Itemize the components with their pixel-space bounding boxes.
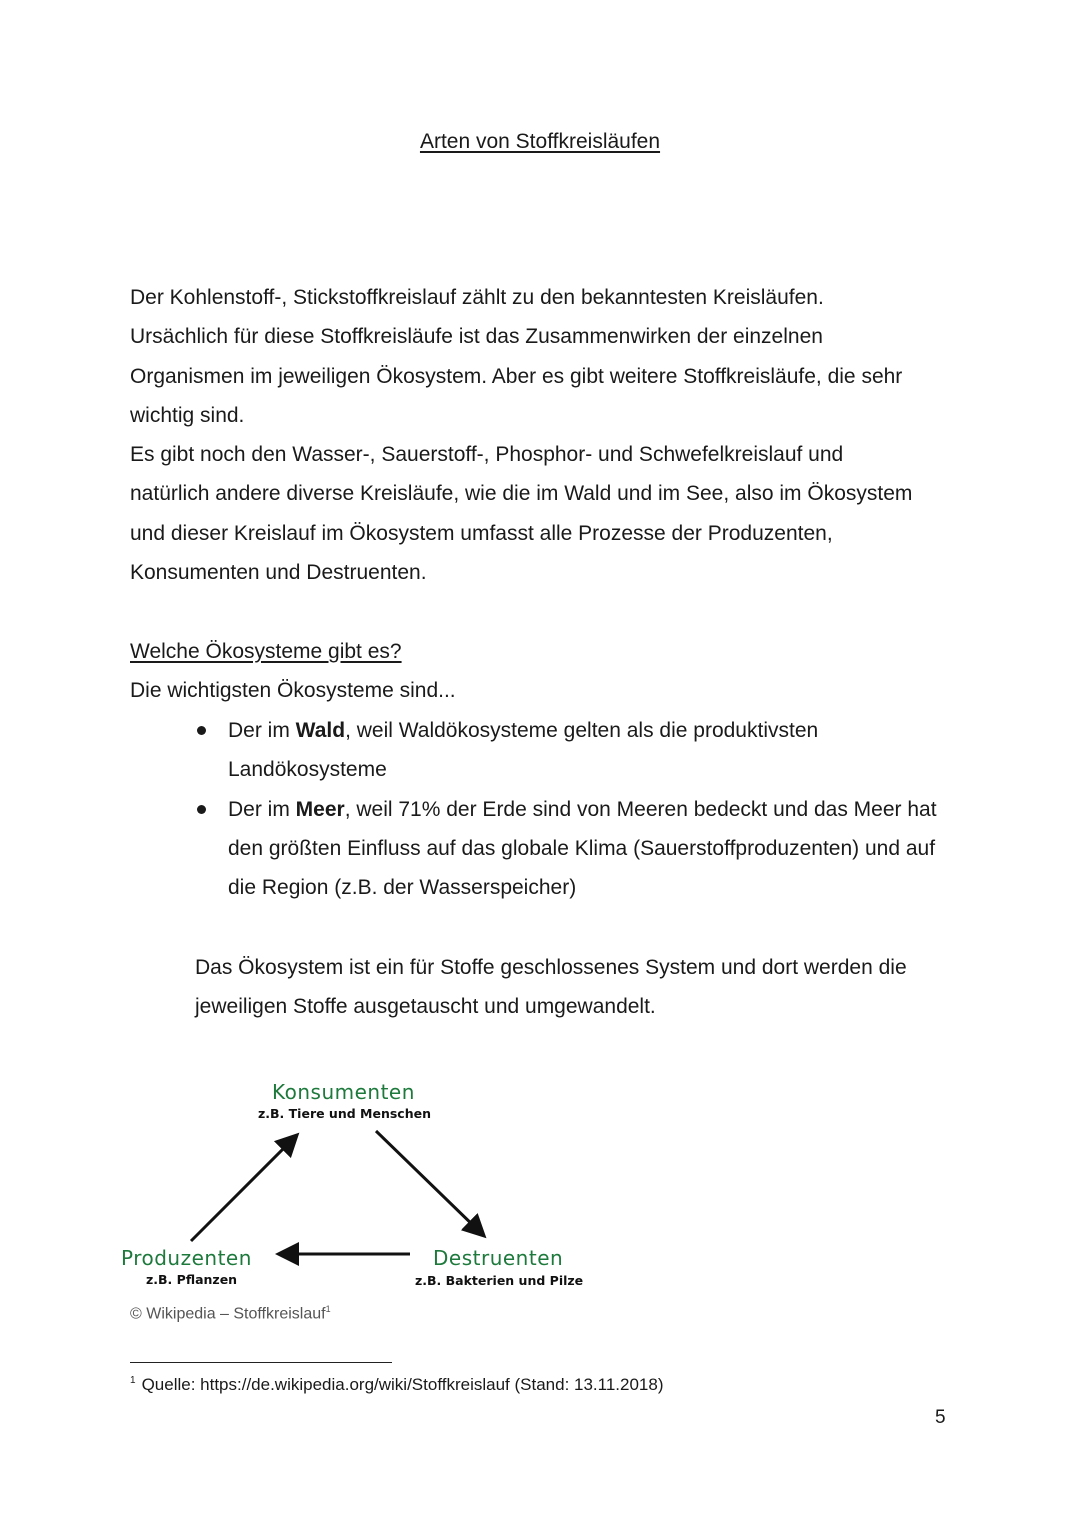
page-number: 5: [935, 1407, 946, 1428]
intro-line: und dieser Kreislauf im Ökosystem umfasst alle Prozesse der Produzenten,: [130, 521, 833, 545]
decomposers-label: Destruenten: [433, 1246, 564, 1270]
bullet-prefix: Der im: [228, 719, 296, 742]
bullet-bold: Meer: [295, 797, 345, 821]
decomposers-sub: z.B. Bakterien und Pilze: [415, 1273, 584, 1288]
arrow-producers-to-consumers: [191, 1139, 293, 1241]
intro-line: natürlich andere diverse Kreisläufe, wie die im Wald und im See, also im Ökosystem: [130, 482, 913, 506]
intro-line: Ursächlich für diese Stoffkreisläufe ist das Zusammenwirken der einzelnen: [130, 325, 823, 349]
footnote-mark: 1: [130, 1375, 136, 1387]
producers-sub: z.B. Pflanzen: [146, 1272, 238, 1287]
intro-line: Konsumenten und Destruenten.: [130, 561, 427, 585]
bullet-text: , weil Waldökosysteme gelten als die produktivsten Landökosysteme: [228, 719, 819, 782]
footnote: [130, 1375, 664, 1395]
section-lead: Die wichtigsten Ökosysteme sind...: [130, 679, 456, 703]
intro-line: wichtig sind.: [130, 403, 245, 427]
consumers-sub: z.B. Tiere und Menschen: [258, 1106, 431, 1121]
diagram-caption: [130, 1304, 331, 1323]
page-title: Arten von Stoffkreisläufen: [419, 130, 661, 153]
intro-line: Es gibt noch den Wasser-, Sauerstoff-, Phosphor- und Schwefelkreislauf und: [130, 443, 844, 467]
producers-label: Produzenten: [121, 1246, 252, 1270]
bullet-prefix: Der im: [228, 797, 296, 821]
intro-line: Der Kohlenstoff-, Stickstoffkreislauf zählt zu den bekanntesten Kreisläufen.: [130, 286, 824, 309]
consumers-label: Konsumenten: [272, 1080, 415, 1104]
section-heading: Welche Ökosysteme gibt es?: [130, 640, 402, 663]
caption-text: © Wikipedia – Stoffkreislauf: [130, 1305, 326, 1323]
bullet-bold: Wald: [295, 719, 346, 742]
arrow-consumers-to-decomposers: [376, 1131, 480, 1232]
footnote-text: Quelle: https://de.wikipedia.org/wiki/Stoffkreislauf (Stand: 13.11.2018): [141, 1375, 664, 1394]
caption-footnote-mark: 1: [325, 1304, 331, 1314]
closing-paragraph: Das Ökosystem ist ein für Stoffe geschlossenes System und dort werden die jeweiligen Stoffe ausgetauscht und umgewandelt.: [195, 956, 907, 1019]
intro-line: Organismen im jeweiligen Ökosystem. Aber es gibt weitere Stoffkreisläufe, die sehr: [130, 364, 903, 388]
footnote-divider: [130, 1362, 392, 1363]
bullet-text: , weil 71% der Erde sind von Meeren bedeckt und das Meer hat den größten Einfluss auf das globale Klima (Sauerstoffproduzenten) und auf die Region (z.B. der Wasserspeicher): [228, 797, 937, 900]
